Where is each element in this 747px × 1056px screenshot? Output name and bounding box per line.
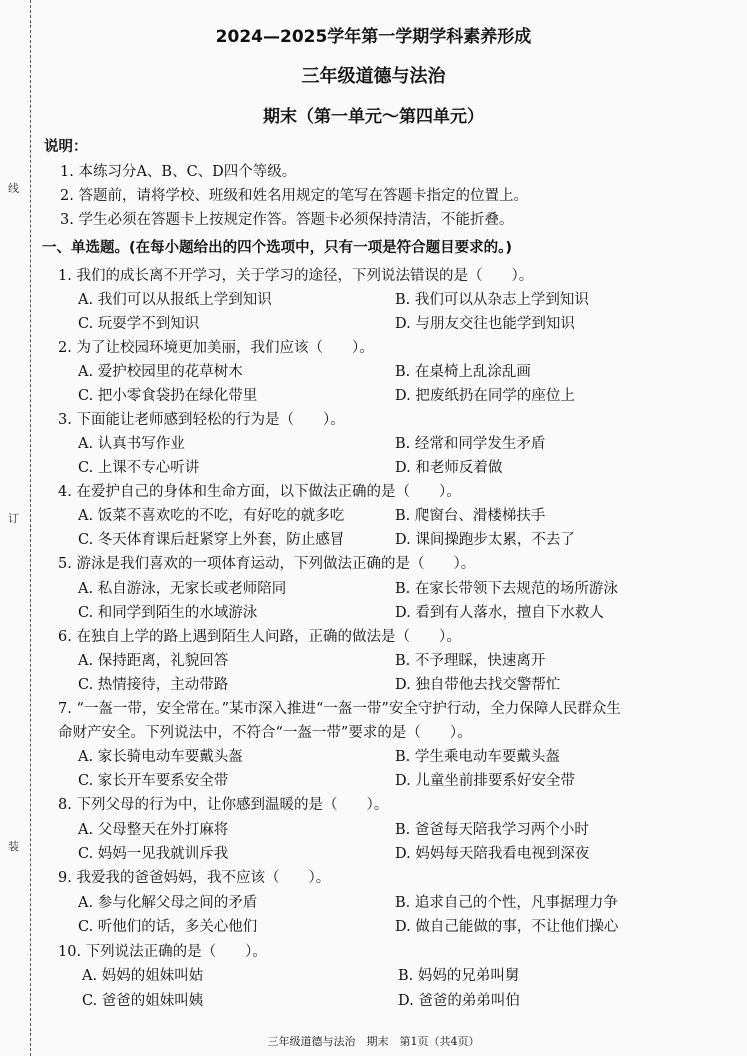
binding-mark-xian: 线 bbox=[8, 182, 19, 195]
option-a: A. 爱护校园里的花草树木 bbox=[78, 364, 243, 380]
binding-mark-zhuang: 装 bbox=[8, 840, 19, 853]
option-a: A. 私自游泳，无家长或老师陪同 bbox=[78, 581, 287, 597]
option-a: A. 参与化解父母之间的矛盾 bbox=[78, 895, 258, 911]
option-b: B. 妈妈的兄弟叫舅 bbox=[398, 968, 520, 984]
option-c: C. 热情接待，主动带路 bbox=[78, 677, 229, 693]
option-c: C. 和同学到陌生的水域游泳 bbox=[78, 605, 258, 621]
question-stem-continued: 命财产安全。下列说法中，不符合“一盔一带”要求的是（ ）。 bbox=[58, 725, 472, 741]
option-d: D. 和老师反着做 bbox=[395, 460, 503, 476]
option-d: D. 与朋友交往也能学到知识 bbox=[395, 316, 575, 332]
option-b: B. 在家长带领下去规范的场所游泳 bbox=[395, 581, 618, 597]
question-stem: 7. “一盔一带，安全常在。”某市深入推进“一盔一带”安全守护行动，全力保障人民群众生 bbox=[58, 701, 621, 717]
option-b: B. 学生乘电动车要戴头盔 bbox=[395, 749, 560, 765]
option-c: C. 玩耍学不到知识 bbox=[78, 316, 200, 332]
option-d: D. 课间操跑步太累，不去了 bbox=[395, 532, 575, 548]
option-a: A. 妈妈的姐妹叫姑 bbox=[82, 968, 204, 984]
question-stem: 4. 在爱护自己的身体和生命方面，以下做法正确的是（ ）。 bbox=[58, 484, 461, 500]
option-a: A. 我们可以从报纸上学到知识 bbox=[78, 292, 272, 308]
option-c: C. 妈妈一见我就训斥我 bbox=[78, 846, 229, 862]
instruction-item: 3. 学生必须在答题卡上按规定作答。答题卡必须保持清洁，不能折叠。 bbox=[60, 212, 514, 228]
option-d: D. 妈妈每天陪我看电视到深夜 bbox=[395, 846, 590, 862]
option-a: A. 保持距离，礼貌回答 bbox=[78, 653, 229, 669]
option-c: C. 爸爸的姐妹叫姨 bbox=[82, 993, 204, 1009]
option-b: B. 我们可以从杂志上学到知识 bbox=[395, 292, 589, 308]
option-b: B. 经常和同学发生矛盾 bbox=[395, 436, 546, 452]
instructions-title: 说明： bbox=[44, 139, 88, 155]
question-stem: 9. 我爱我的爸爸妈妈，我不应该（ ）。 bbox=[58, 870, 331, 886]
option-c: C. 家长开车要系安全带 bbox=[78, 773, 229, 789]
option-d: D. 儿童坐前排要系好安全带 bbox=[395, 773, 575, 789]
option-b: B. 在桌椅上乱涂乱画 bbox=[395, 364, 531, 380]
exam-title-scope: 期末（第一单元～第四单元） bbox=[263, 107, 484, 127]
option-a: A. 父母整天在外打麻将 bbox=[78, 822, 229, 838]
binding-mark-ding: 订 bbox=[8, 512, 19, 525]
option-b: B. 不予理睬，快速离开 bbox=[395, 653, 546, 669]
option-d: D. 独自带他去找交警帮忙 bbox=[395, 677, 561, 693]
option-c: C. 冬天体育课后赶紧穿上外套，防止感冒 bbox=[78, 532, 345, 548]
question-stem: 8. 下列父母的行为中，让你感到温暖的是（ ）。 bbox=[58, 797, 389, 813]
option-d: D. 爸爸的弟弟叫伯 bbox=[398, 993, 520, 1009]
option-b: B. 爸爸每天陪我学习两个小时 bbox=[395, 822, 589, 838]
exam-title-line1: 2024—2025学年第一学期学科素养形成 bbox=[215, 27, 532, 47]
option-d: D. 做自己能做的事，不让他们操心 bbox=[395, 919, 619, 935]
binding-margin bbox=[0, 0, 31, 1056]
option-b: B. 追求自己的个性，凡事据理力争 bbox=[395, 895, 618, 911]
question-stem: 10. 下列说法正确的是（ ）。 bbox=[58, 944, 267, 960]
option-c: C. 上课不专心听讲 bbox=[78, 460, 200, 476]
question-stem: 5. 游泳是我们喜欢的一项体育运动，下列做法正确的是（ ）。 bbox=[58, 556, 476, 572]
question-stem: 2. 为了让校园环境更加美丽，我们应该（ ）。 bbox=[58, 340, 374, 356]
option-b: B. 爬窗台、滑楼梯扶手 bbox=[395, 508, 546, 524]
question-stem: 1. 我们的成长离不开学习，关于学习的途径，下列说法错误的是（ ）。 bbox=[58, 268, 534, 284]
option-a: A. 饭菜不喜欢吃的不吃，有好吃的就多吃 bbox=[78, 508, 345, 524]
option-a: A. 家长骑电动车要戴头盔 bbox=[78, 749, 243, 765]
instruction-item: 1. 本练习分A、B、C、D四个等级。 bbox=[60, 164, 297, 180]
instruction-item: 2. 答题前，请将学校、班级和姓名用规定的笔写在答题卡指定的位置上。 bbox=[60, 188, 528, 204]
option-d: D. 把废纸扔在同学的座位上 bbox=[395, 388, 575, 404]
section-title: 一、单选题。(在每小题给出的四个选项中，只有一项是符合题目要求的。) bbox=[42, 240, 513, 256]
exam-title-subject: 三年级道德与法治 bbox=[301, 66, 446, 87]
option-a: A. 认真书写作业 bbox=[78, 436, 185, 452]
question-stem: 3. 下面能让老师感到轻松的行为是（ ）。 bbox=[58, 412, 345, 428]
option-d: D. 看到有人落水，擅自下水救人 bbox=[395, 605, 604, 621]
page-footer: 三年级道德与法治 期末 第1页（共4页） bbox=[267, 1035, 480, 1048]
option-c: C. 听他们的话，多关心他们 bbox=[78, 919, 258, 935]
question-stem: 6. 在独自上学的路上遇到陌生人问路，正确的做法是（ ）。 bbox=[58, 629, 461, 645]
option-c: C. 把小零食袋扔在绿化带里 bbox=[78, 388, 258, 404]
